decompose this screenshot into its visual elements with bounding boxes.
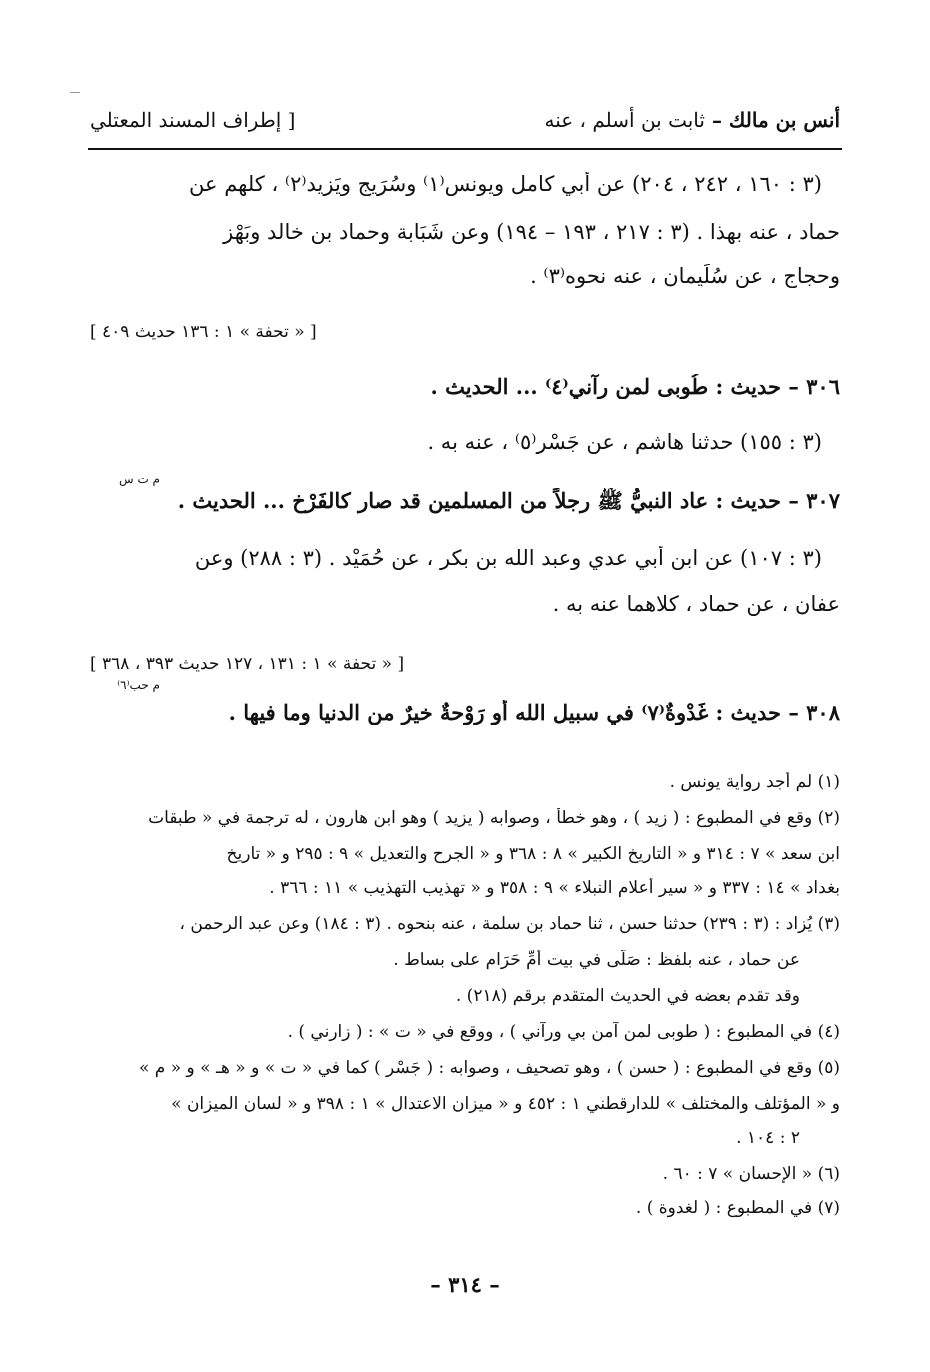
header-rule	[88, 148, 842, 150]
hadith-307-heading: ٣٠٧ – حديث : عاد النبيُّ ﷺ رجلاً من المسلمين قد صار كالفَرْخ ... الحديث .	[177, 488, 840, 513]
body-line: وحجاج ، عن سُلَيمان ، عنه نحوه⁽٣⁾ .	[530, 264, 840, 288]
siglum-marks: م ت س	[118, 472, 160, 486]
footnote: (٧) في المطبوع : ( لغدوة ) .	[635, 1198, 840, 1218]
footnote-continuation: و « المؤتلف والمختلف » للدارقطني ١ : ٤٥٢ و « ميزان الاعتدال » ١ : ٣٩٨ و « لسان الميزان »	[171, 1094, 840, 1114]
running-header-right	[544, 108, 840, 132]
footnote: (٦) « الإحسان » ٧ : ٦٠ .	[662, 1164, 840, 1184]
body-line: حماد ، عنه بهذا . (٣ : ٢١٧ ، ١٩٣ – ١٩٤) وعن شَبَابة وحماد بن خالد وبَهْز	[223, 220, 840, 244]
tuhfa-reference: [ « تحفة » ١ : ١٣١ ، ١٢٧ حديث ٣٩٣ ، ٣٦٨ ]	[90, 654, 405, 674]
footnote-continuation: عن حماد ، عنه بلفظ : صَلَّى في بيت أُمِّ حَرَام على بساط .	[393, 950, 800, 970]
hadith-306-heading: ٣٠٦ – حديث : طُوبى لمن رآني⁽٤⁾ ... الحديث .	[430, 374, 840, 399]
body-line: (٣ : ١٠٧) عن ابن أبي عدي وعبد الله بن بكر ، عن حُمَيْد . (٣ : ٢٨٨) وعن	[194, 546, 822, 570]
footnote: (٥) وقع في المطبوع : ( حسن ) ، وهو تصحيف ، وصوابه : ( جَسْر ) كما في « ت » و « هـ » و « م »	[139, 1058, 840, 1078]
hadith-308-heading: ٣٠٨ – حديث : غَدْوةٌ⁽٧⁾ في سبيل الله أو رَوْحةٌ خيرٌ من الدنيا وما فيها .	[228, 700, 840, 725]
footnote-continuation: ابن سعد » ٧ : ٣١٤ و « التاريخ الكبير » ٨ : ٣٦٨ و « الجرح والتعديل » ٩ : ٢٩٥ و « تاريخ	[226, 844, 840, 864]
footnote-continuation: بغداد » ١٤ : ٣٣٧ و « سير أعلام النبلاء » ٩ : ٣٥٨ و « تهذيب التهذيب » ١١ : ٣٦٦ .	[269, 878, 840, 898]
footnote-continuation: وقد تقدم بعضه في الحديث المتقدم برقم (٢١٨) .	[455, 986, 800, 1006]
page-number: – ٣١٤ –	[430, 1272, 500, 1297]
footnote: (١) لم أجد رواية يونس .	[669, 772, 840, 792]
footnote: (٣) يُزاد : (٣ : ٢٣٩) حدثنا حسن ، ثنا حماد بن سلمة ، عنه بنحوه . (٣ : ١٨٤) وعن عبد الرحمن ،	[179, 914, 840, 934]
footnote-continuation: ٢ : ١٠٤ .	[736, 1128, 800, 1148]
tuhfa-reference: [ « تحفة » ١ : ١٣٦ حديث ٤٠٩ ]	[90, 322, 317, 342]
running-header-left: [ إطراف المسند المعتلي	[90, 108, 296, 132]
header-subtitle: ثابت بن أسلم ، عنه	[544, 108, 705, 132]
scan-mark	[70, 92, 80, 93]
body-line: (٣ : ١٥٥) حدثنا هاشم ، عن جَسْرٍ⁽٥⁾ ، عنه به .	[427, 430, 822, 454]
siglum-marks: م حب⁽٦⁾	[117, 678, 160, 692]
footnote: (٢) وقع في المطبوع : ( زيد ) ، وهو خطأ ، وصوابه ( يزيد ) وهو ابن هارون ، له ترجمة في « طبقات	[148, 808, 840, 828]
footnote: (٤) في المطبوع : ( طوبى لمن آمن بي ورآني ) ، ووقع في « ت » : ( زارني ) .	[287, 1022, 840, 1042]
body-line: عفان ، عن حماد ، كلاهما عنه به .	[552, 592, 840, 616]
body-line: (٣ : ١٦٠ ، ٢٤٢ ، ٢٠٤) عن أبي كامل ويونس⁽١⁾ وسُرَيج ويَزِيد⁽٢⁾ ، كلهم عن	[189, 172, 822, 196]
header-title: أنس بن مالك –	[711, 108, 840, 132]
